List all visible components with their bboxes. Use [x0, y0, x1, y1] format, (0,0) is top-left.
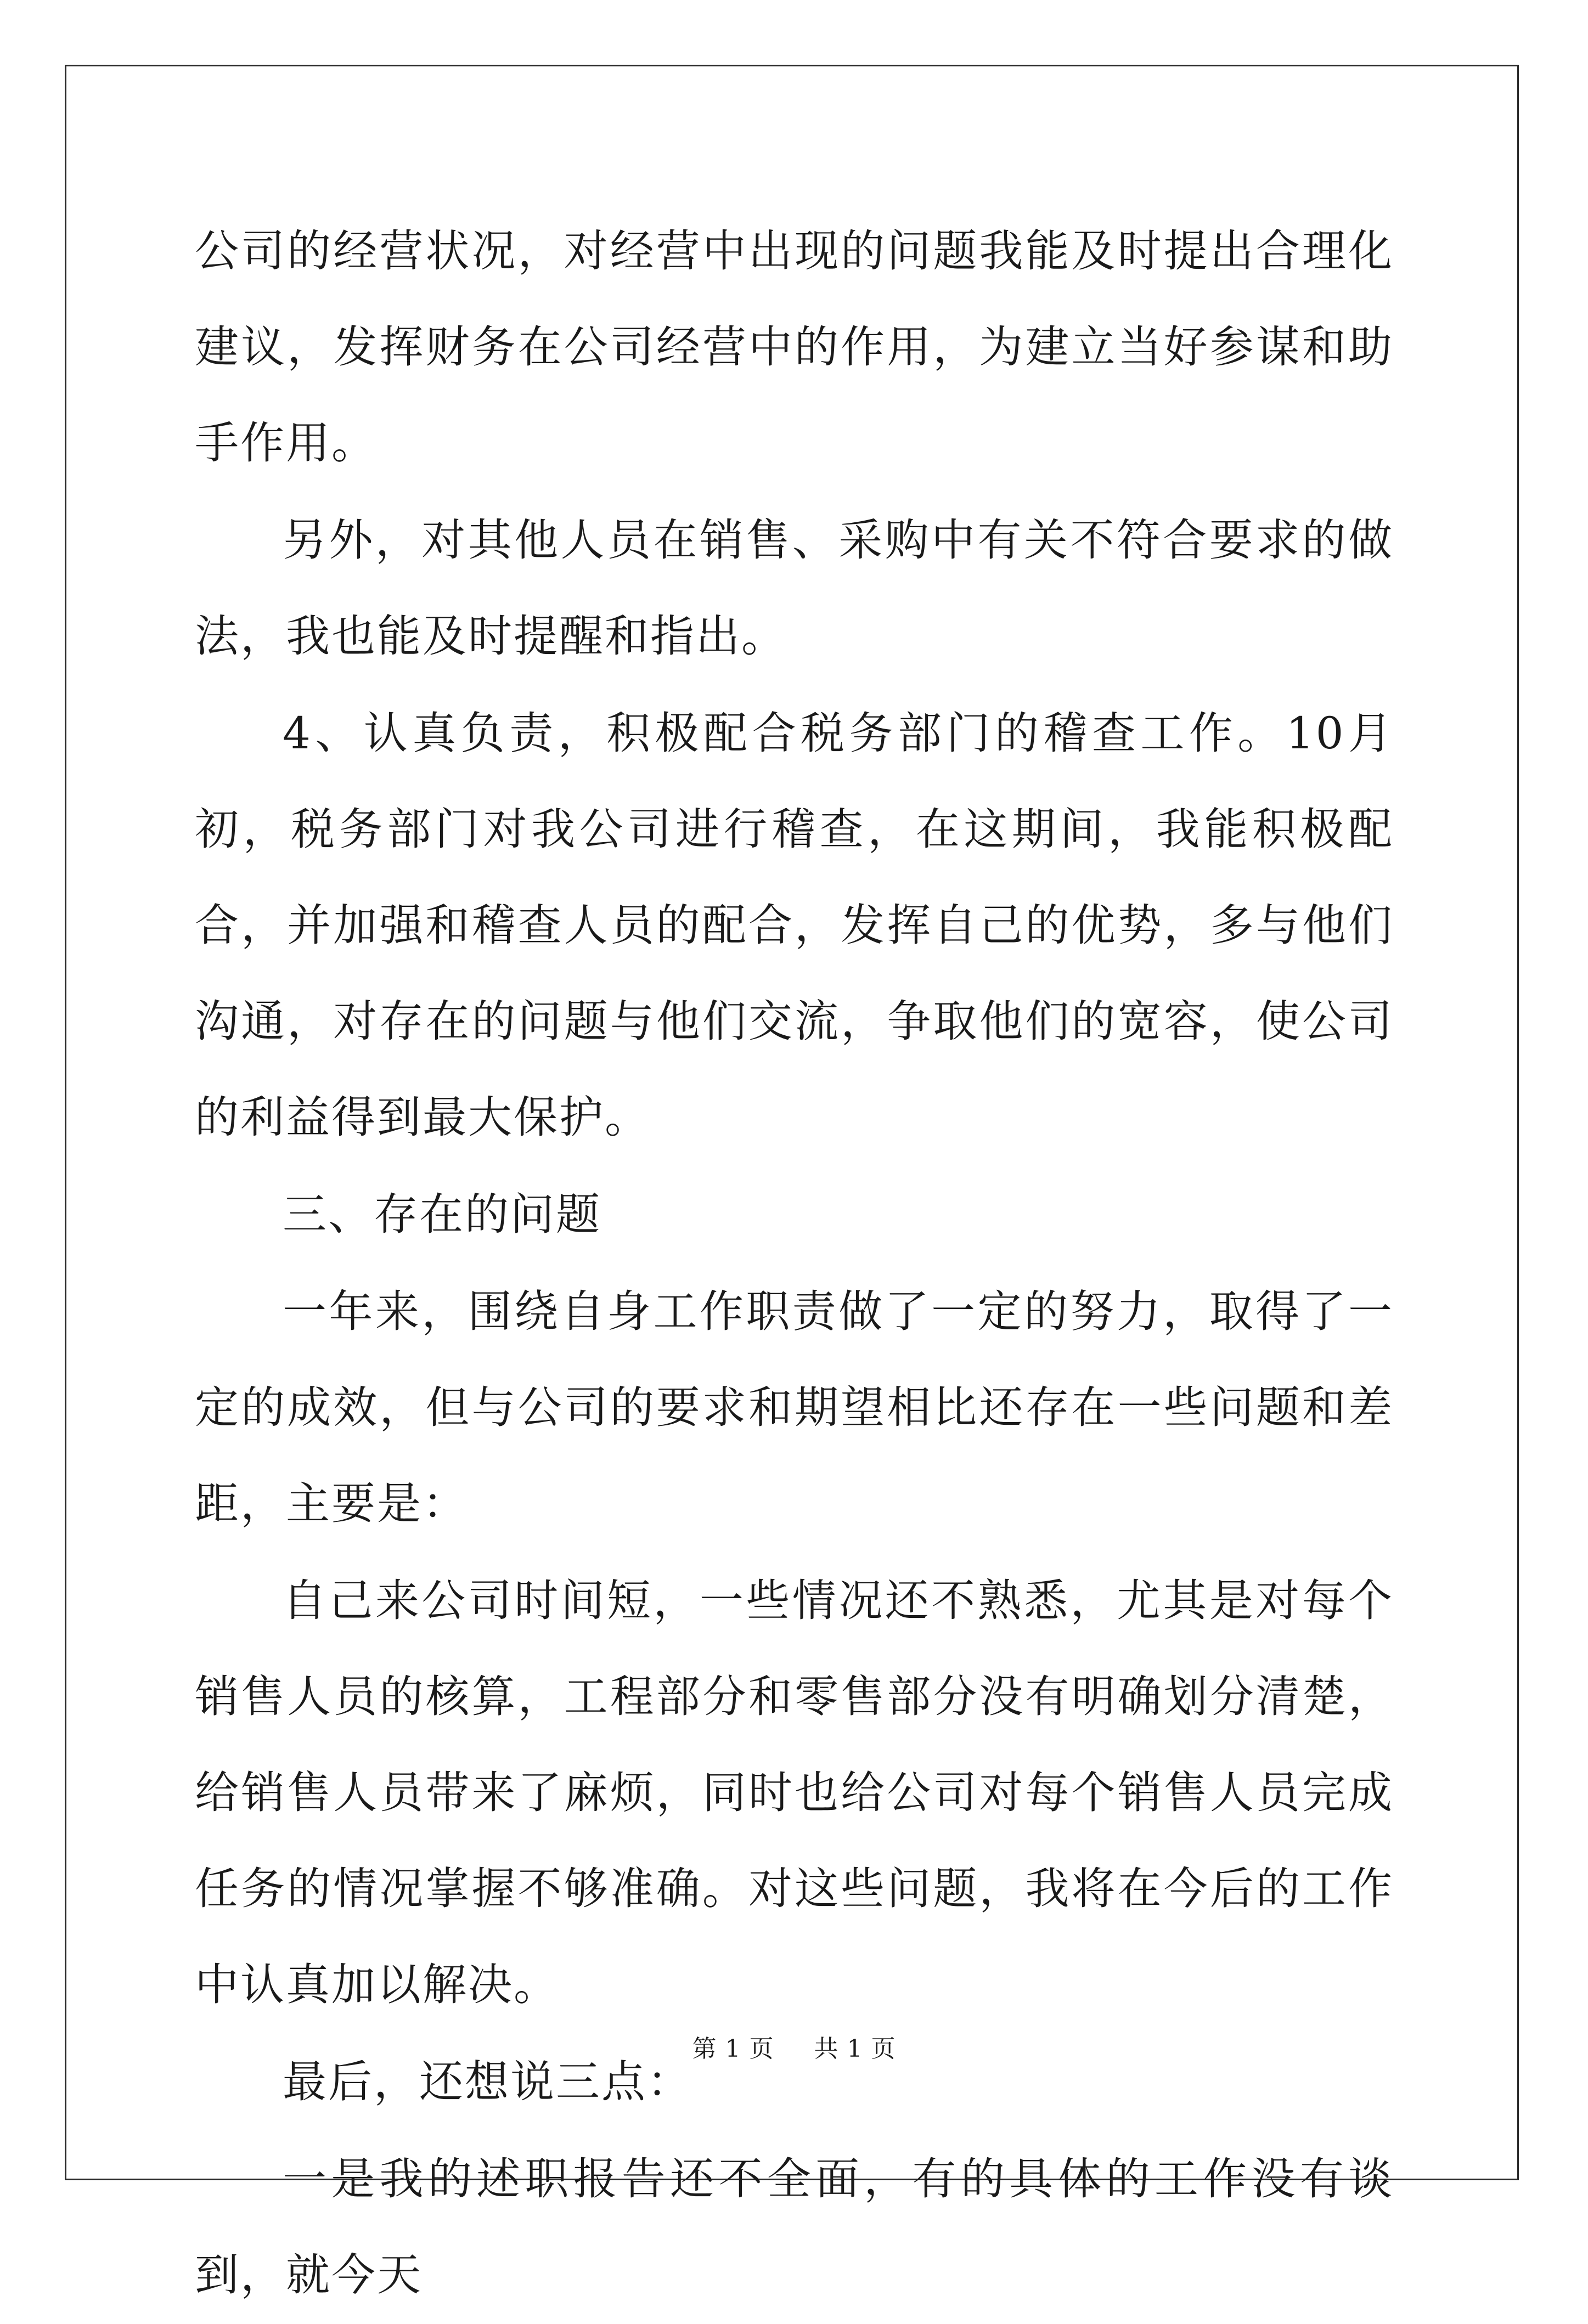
document-body — [195, 203, 1394, 2324]
paragraph: 最后，还想说三点： — [283, 2056, 692, 2107]
paragraph: 4、认真负责，积极配合税务部门的稽查工作。10月初，税务部门对我公司进行稽查，在这期间，我能积极配合，并加强和稽查人员的配合，发挥自己的优势，多与他们沟通，对存在的问题与他们交流，争取他们的宽容，使公司的利益得到最大保护。 — [195, 708, 1394, 1143]
page-footer — [0, 2029, 1588, 2064]
paragraph: 自己来公司时间短，一些情况还不熟悉，尤其是对每个销售人员的核算，工程部分和零售部分没有明确划分清楚，给销售人员带来了麻烦，同时也给公司对每个销售人员完成任务的情况掌握不够准确。对这些问题，我将在今后的工作中认真加以解决。 — [195, 1575, 1394, 2010]
section-heading: 三、存在的问题 — [283, 1189, 601, 1240]
page-total: 共 1 页 — [814, 2035, 896, 2063]
paragraph: 另外，对其他人员在销售、采购中有关不符合要求的做法，我也能及时提醒和指出。 — [195, 515, 1394, 662]
paragraph: 公司的经营状况，对经营中出现的问题我能及时提出合理化建议，发挥财务在公司经营中的作用，为建立当好参谋和助手作用。 — [195, 225, 1394, 469]
paragraph: 一年来，围绕自身工作职责做了一定的努力，取得了一定的成效，但与公司的要求和期望相比还存在一些问题和差距，主要是： — [195, 1286, 1394, 1529]
page-number: 第 1 页 — [692, 2035, 774, 2063]
paragraph: 一是我的述职报告还不全面，有的具体的工作没有谈到，就今天 — [195, 2153, 1394, 2300]
